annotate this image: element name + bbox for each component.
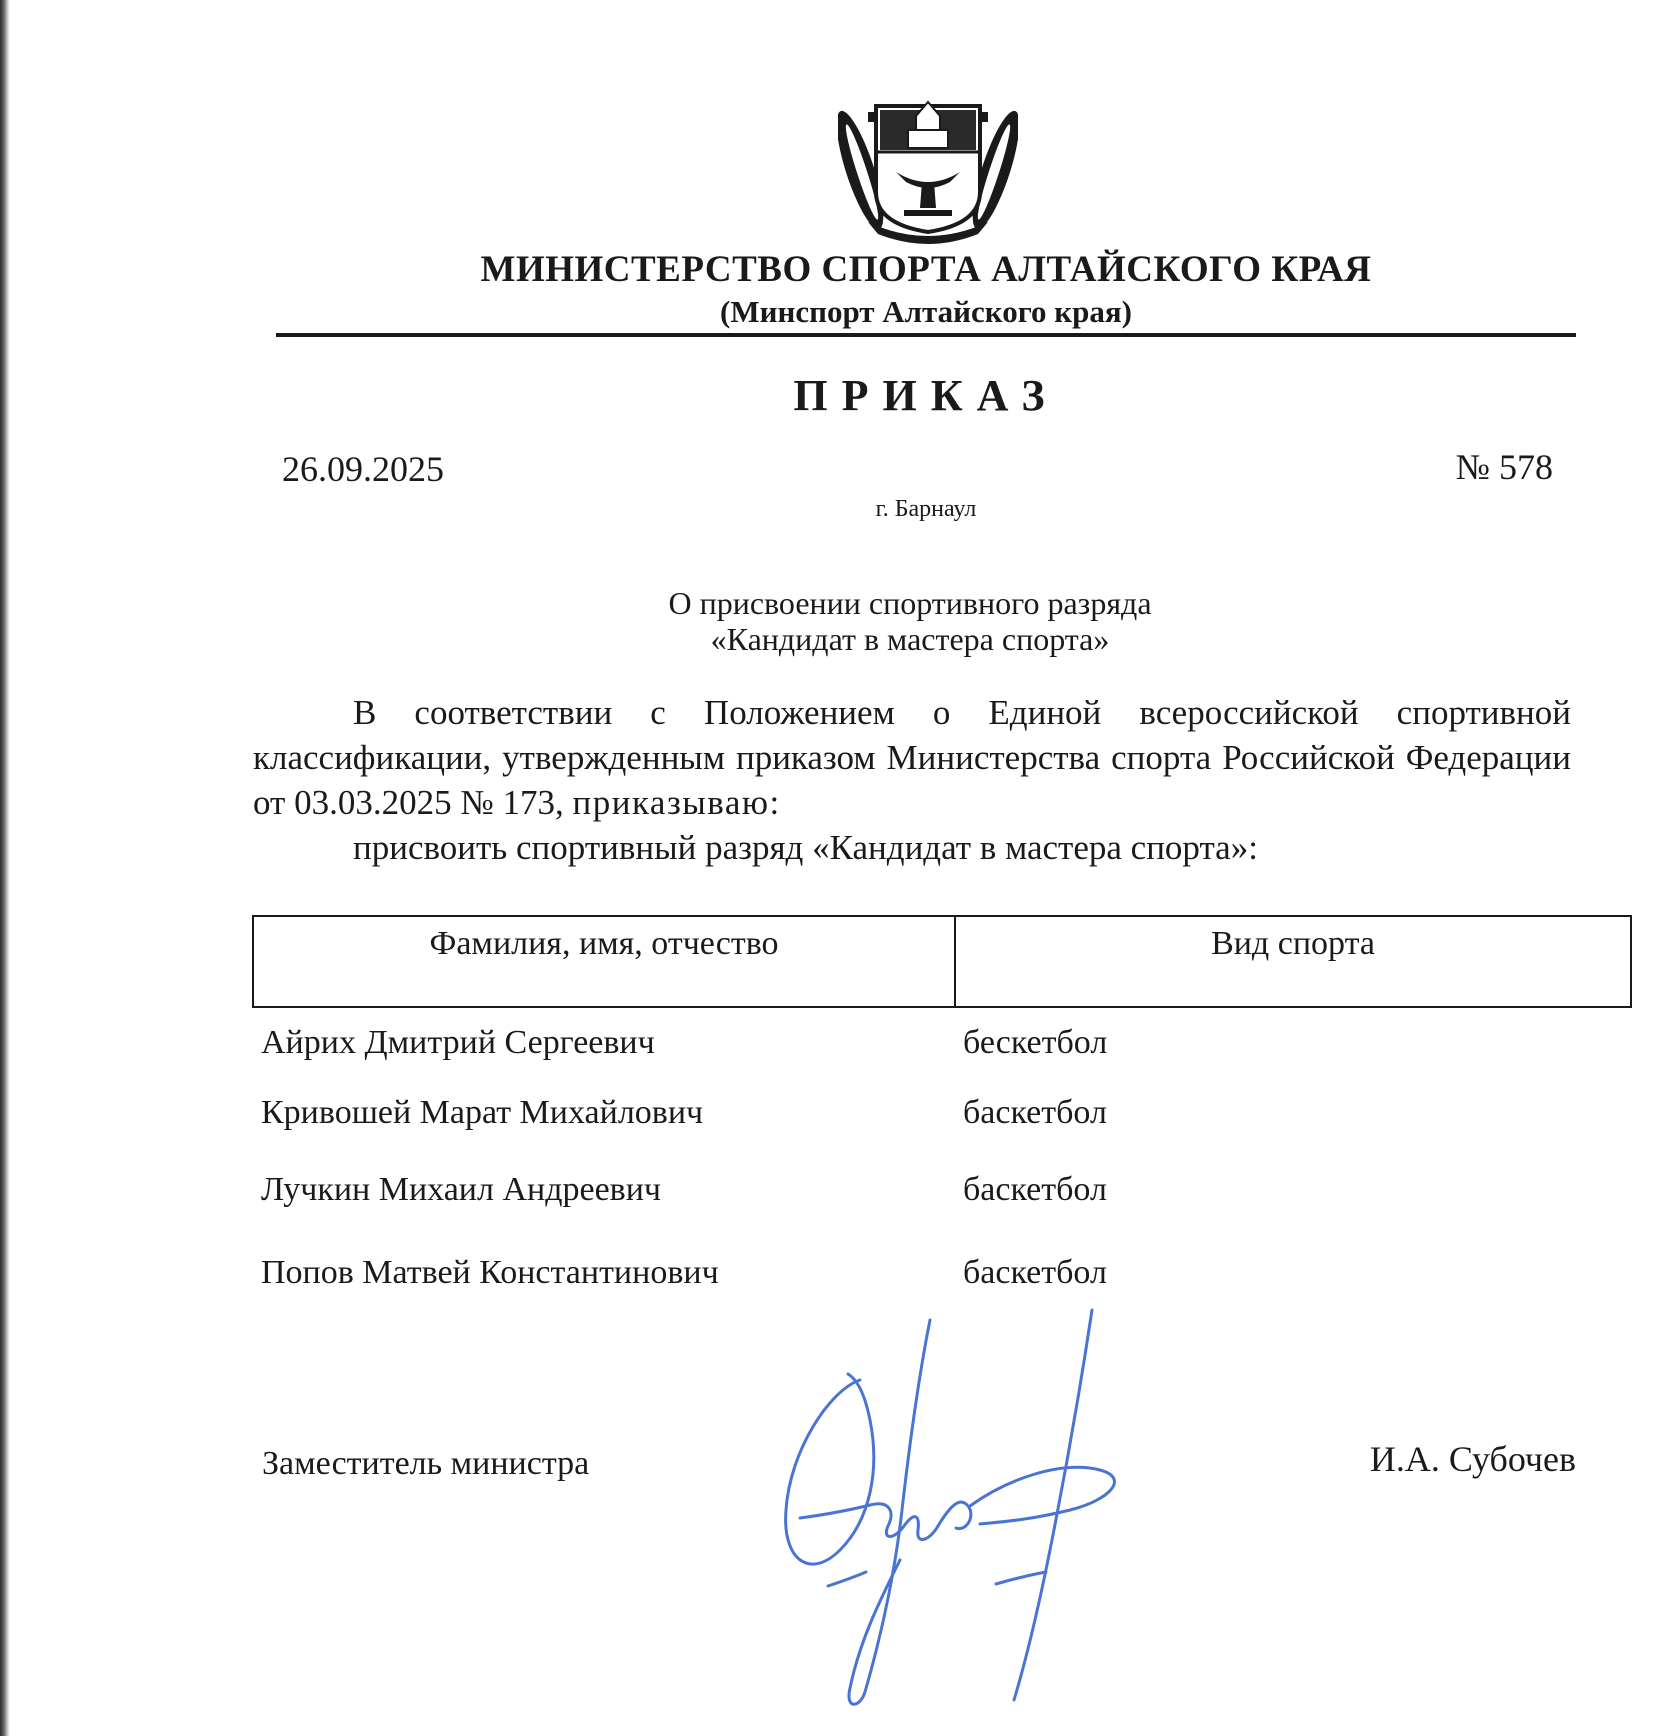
instruction-paragraph: присвоить спортивный разряд «Кандидат в мастера спорта»: <box>353 828 1258 867</box>
awardee-name: Лучкин Михаил Андреевич <box>261 1171 662 1208</box>
signer-name: И.А. Субочев <box>1369 1439 1576 1479</box>
column-header-name: Фамилия, имя, отчество <box>253 916 955 1007</box>
preamble-paragraph <box>253 690 1571 825</box>
header-divider <box>276 333 1576 337</box>
awardee-name: Попов Матвей Константинович <box>261 1254 719 1291</box>
preamble-text: В соответствии с Положением о Единой всероссийской спортивной классификации, утвержденным приказом Министерства спорта Российской Федерации от 03.03.2025 № 173, <box>253 693 1571 822</box>
order-body <box>253 690 1571 870</box>
coat-of-arms-icon <box>838 82 1018 250</box>
awardee-name: Кривошей Марат Михайлович <box>261 1094 704 1131</box>
order-number: № 578 <box>1455 447 1553 487</box>
subject-line-2: «Кандидат в мастера спорта» <box>710 621 1110 657</box>
column-header-sport: Вид спорта <box>955 916 1631 1007</box>
awardee-sport: баскетбол <box>963 1254 1107 1291</box>
scan-edge <box>0 0 10 1736</box>
order-subject <box>360 585 1460 657</box>
signer-position: Заместитель министра <box>262 1445 590 1482</box>
awardee-sport: баскетбол <box>963 1171 1107 1208</box>
table-row <box>253 1148 1631 1232</box>
awardee-sport: баскетбол <box>963 1094 1107 1131</box>
directive-word: приказываю: <box>572 783 781 822</box>
ministry-short-name: (Минспорт Алтайского края) <box>720 294 1132 329</box>
ministry-name: МИНИСТЕРСТВО СПОРТА АЛТАЙСКОГО КРАЯ <box>480 249 1372 290</box>
order-date: 26.09.2025 <box>282 449 444 489</box>
awardee-name: Айрих Дмитрий Сергеевич <box>261 1024 655 1061</box>
order-title: ПРИКАЗ <box>793 371 1059 420</box>
awardees-table <box>252 915 1632 1314</box>
table-row <box>253 1078 1631 1148</box>
table-row <box>253 1007 1631 1078</box>
awardee-sport: бескетбол <box>963 1024 1108 1061</box>
handwritten-signature-icon <box>770 1300 1170 1720</box>
table-header-row <box>253 916 1631 1007</box>
order-city: г. Барнаул <box>875 496 977 522</box>
subject-line-1: О присвоении спортивного разряда <box>668 585 1152 621</box>
